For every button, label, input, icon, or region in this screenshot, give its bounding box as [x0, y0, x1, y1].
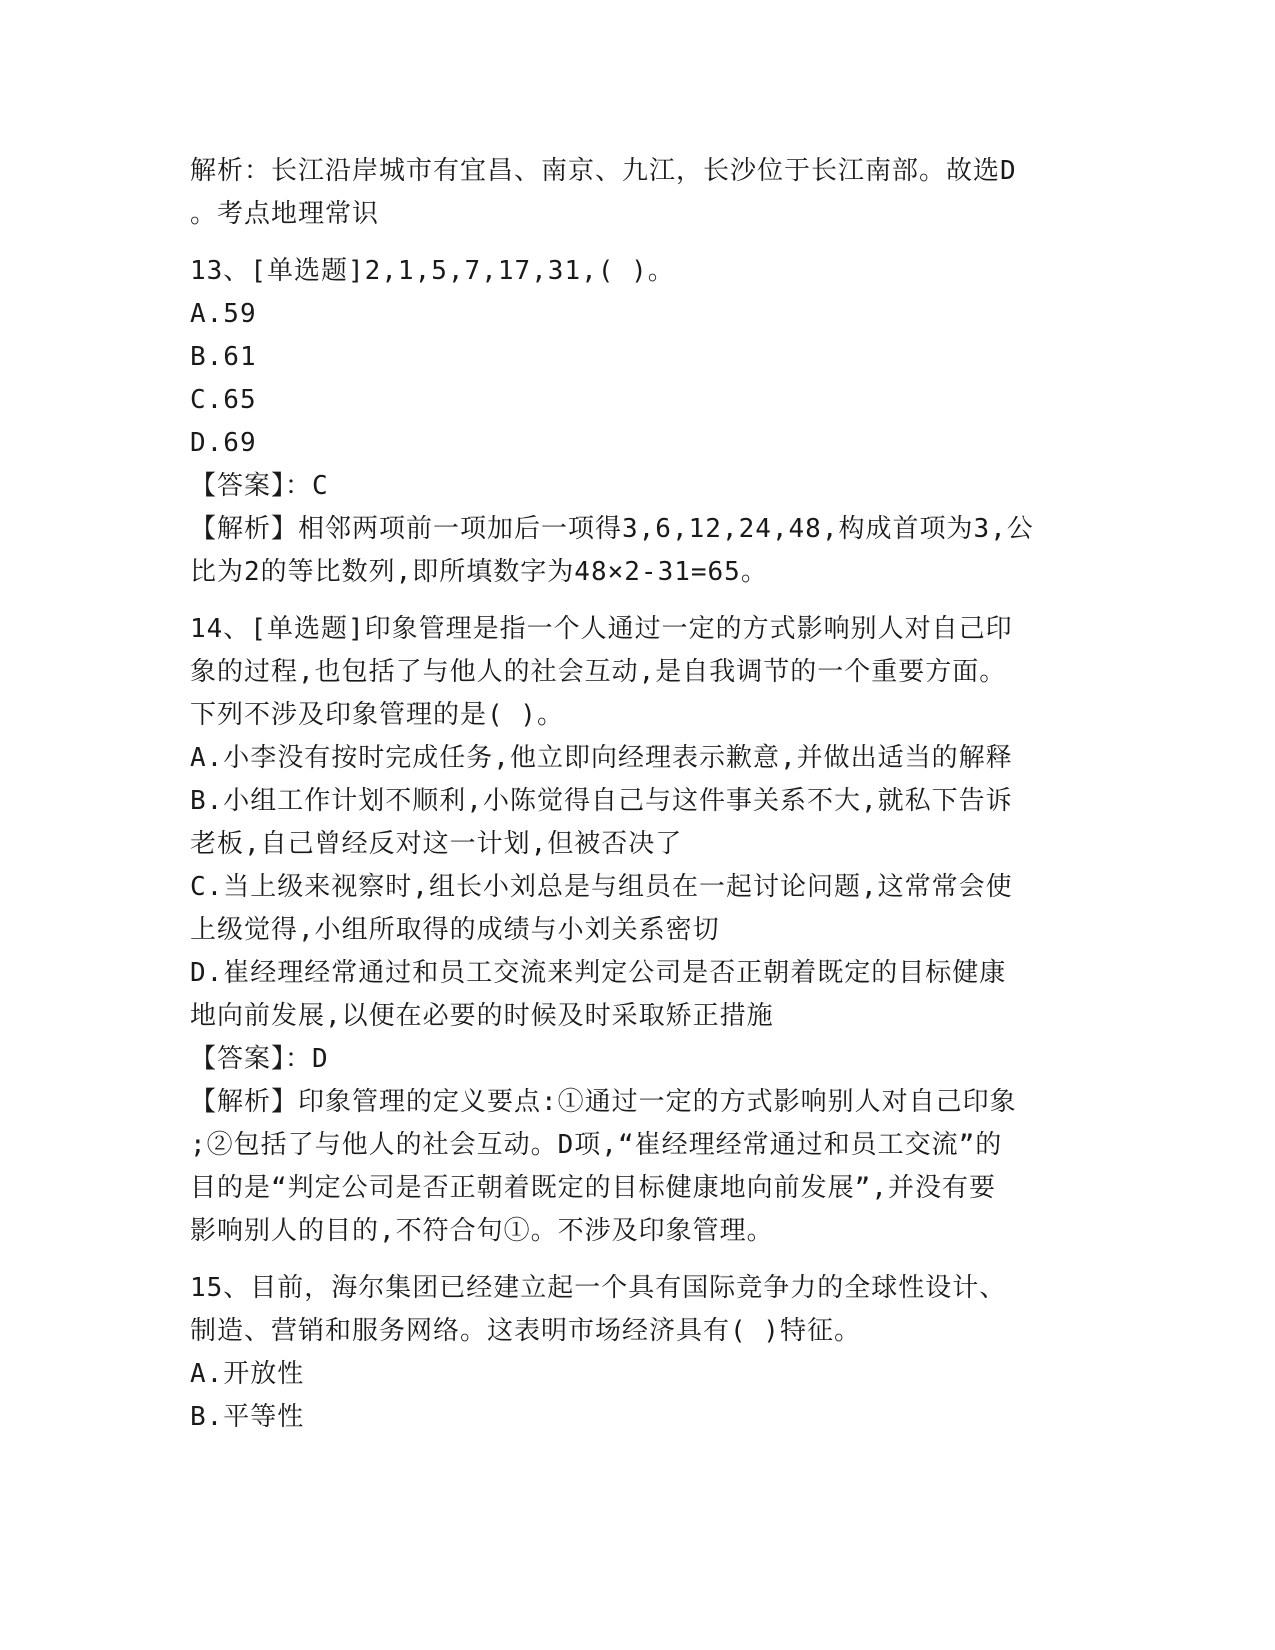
- question-stem: 制造、营销和服务网络。这表明市场经济具有( )特征。: [190, 1316, 861, 1346]
- analysis-line: 目的是“判定公司是否正朝着既定的目标健康地向前发展”,并没有要: [190, 1173, 996, 1203]
- option-d: D.崔经理经常通过和员工交流来判定公司是否正朝着既定的目标健康: [190, 958, 1007, 988]
- answer: 【答案】：C: [190, 471, 329, 501]
- option-c-cont: 上级觉得,小组所取得的成绩与小刘关系密切: [190, 915, 720, 945]
- intro-analysis: [190, 150, 1090, 236]
- question-stem: 13、[单选题]2,1,5,7,17,31,( )。: [190, 256, 675, 286]
- analysis-line: 解析：长江沿岸城市有宜昌、南京、九江，长沙位于长江南部。故选D: [190, 156, 1017, 186]
- option-a: A.小李没有按时完成任务,他立即向经理表示歉意,并做出适当的解释: [190, 743, 1013, 773]
- analysis-line: 。考点地理常识: [190, 199, 380, 229]
- option-c: C.当上级来视察时,组长小刘总是与组员在一起讨论问题,这常常会使: [190, 872, 1013, 902]
- option-a: A.59: [190, 299, 257, 329]
- question-stem: 14、[单选题]印象管理是指一个人通过一定的方式影响别人对自己印: [190, 614, 1013, 644]
- question-15: [190, 1267, 1090, 1439]
- option-d-cont: 地向前发展,以便在必要的时候及时采取矫正措施: [190, 1001, 774, 1031]
- option-a: A.开放性: [190, 1359, 305, 1389]
- question-stem: 下列不涉及印象管理的是( )。: [190, 700, 564, 730]
- question-14: [190, 608, 1090, 1253]
- analysis-line: 比为2的等比数列,即所填数字为48×2-31=65。: [190, 557, 768, 587]
- analysis-line: 影响别人的目的,不符合句①。不涉及印象管理。: [190, 1216, 774, 1246]
- analysis-line: ;②包括了与他人的社会互动。D项,“崔经理经常通过和员工交流”的: [190, 1130, 1003, 1160]
- analysis-line: 【解析】印象管理的定义要点:①通过一定的方式影响别人对自己印象: [190, 1087, 1017, 1117]
- answer: 【答案】：D: [190, 1044, 329, 1074]
- document-page: [190, 150, 1090, 1439]
- option-b-cont: 老板,自己曾经反对这一计划,但被否决了: [190, 829, 683, 859]
- option-b: B.平等性: [190, 1402, 305, 1432]
- option-c: C.65: [190, 385, 257, 415]
- option-b: B.61: [190, 342, 257, 372]
- question-stem: 象的过程,也包括了与他人的社会互动,是自我调节的一个重要方面。: [190, 657, 1007, 687]
- question-stem: 15、目前，海尔集团已经建立起一个具有国际竞争力的全球性设计、: [190, 1273, 1007, 1303]
- question-13: [190, 250, 1090, 594]
- option-d: D.69: [190, 428, 257, 458]
- option-b: B.小组工作计划不顺利,小陈觉得自己与这件事关系不大,就私下告诉: [190, 786, 1013, 816]
- analysis-line: 【解析】相邻两项前一项加后一项得3,6,12,24,48,构成首项为3,公: [190, 514, 1034, 544]
